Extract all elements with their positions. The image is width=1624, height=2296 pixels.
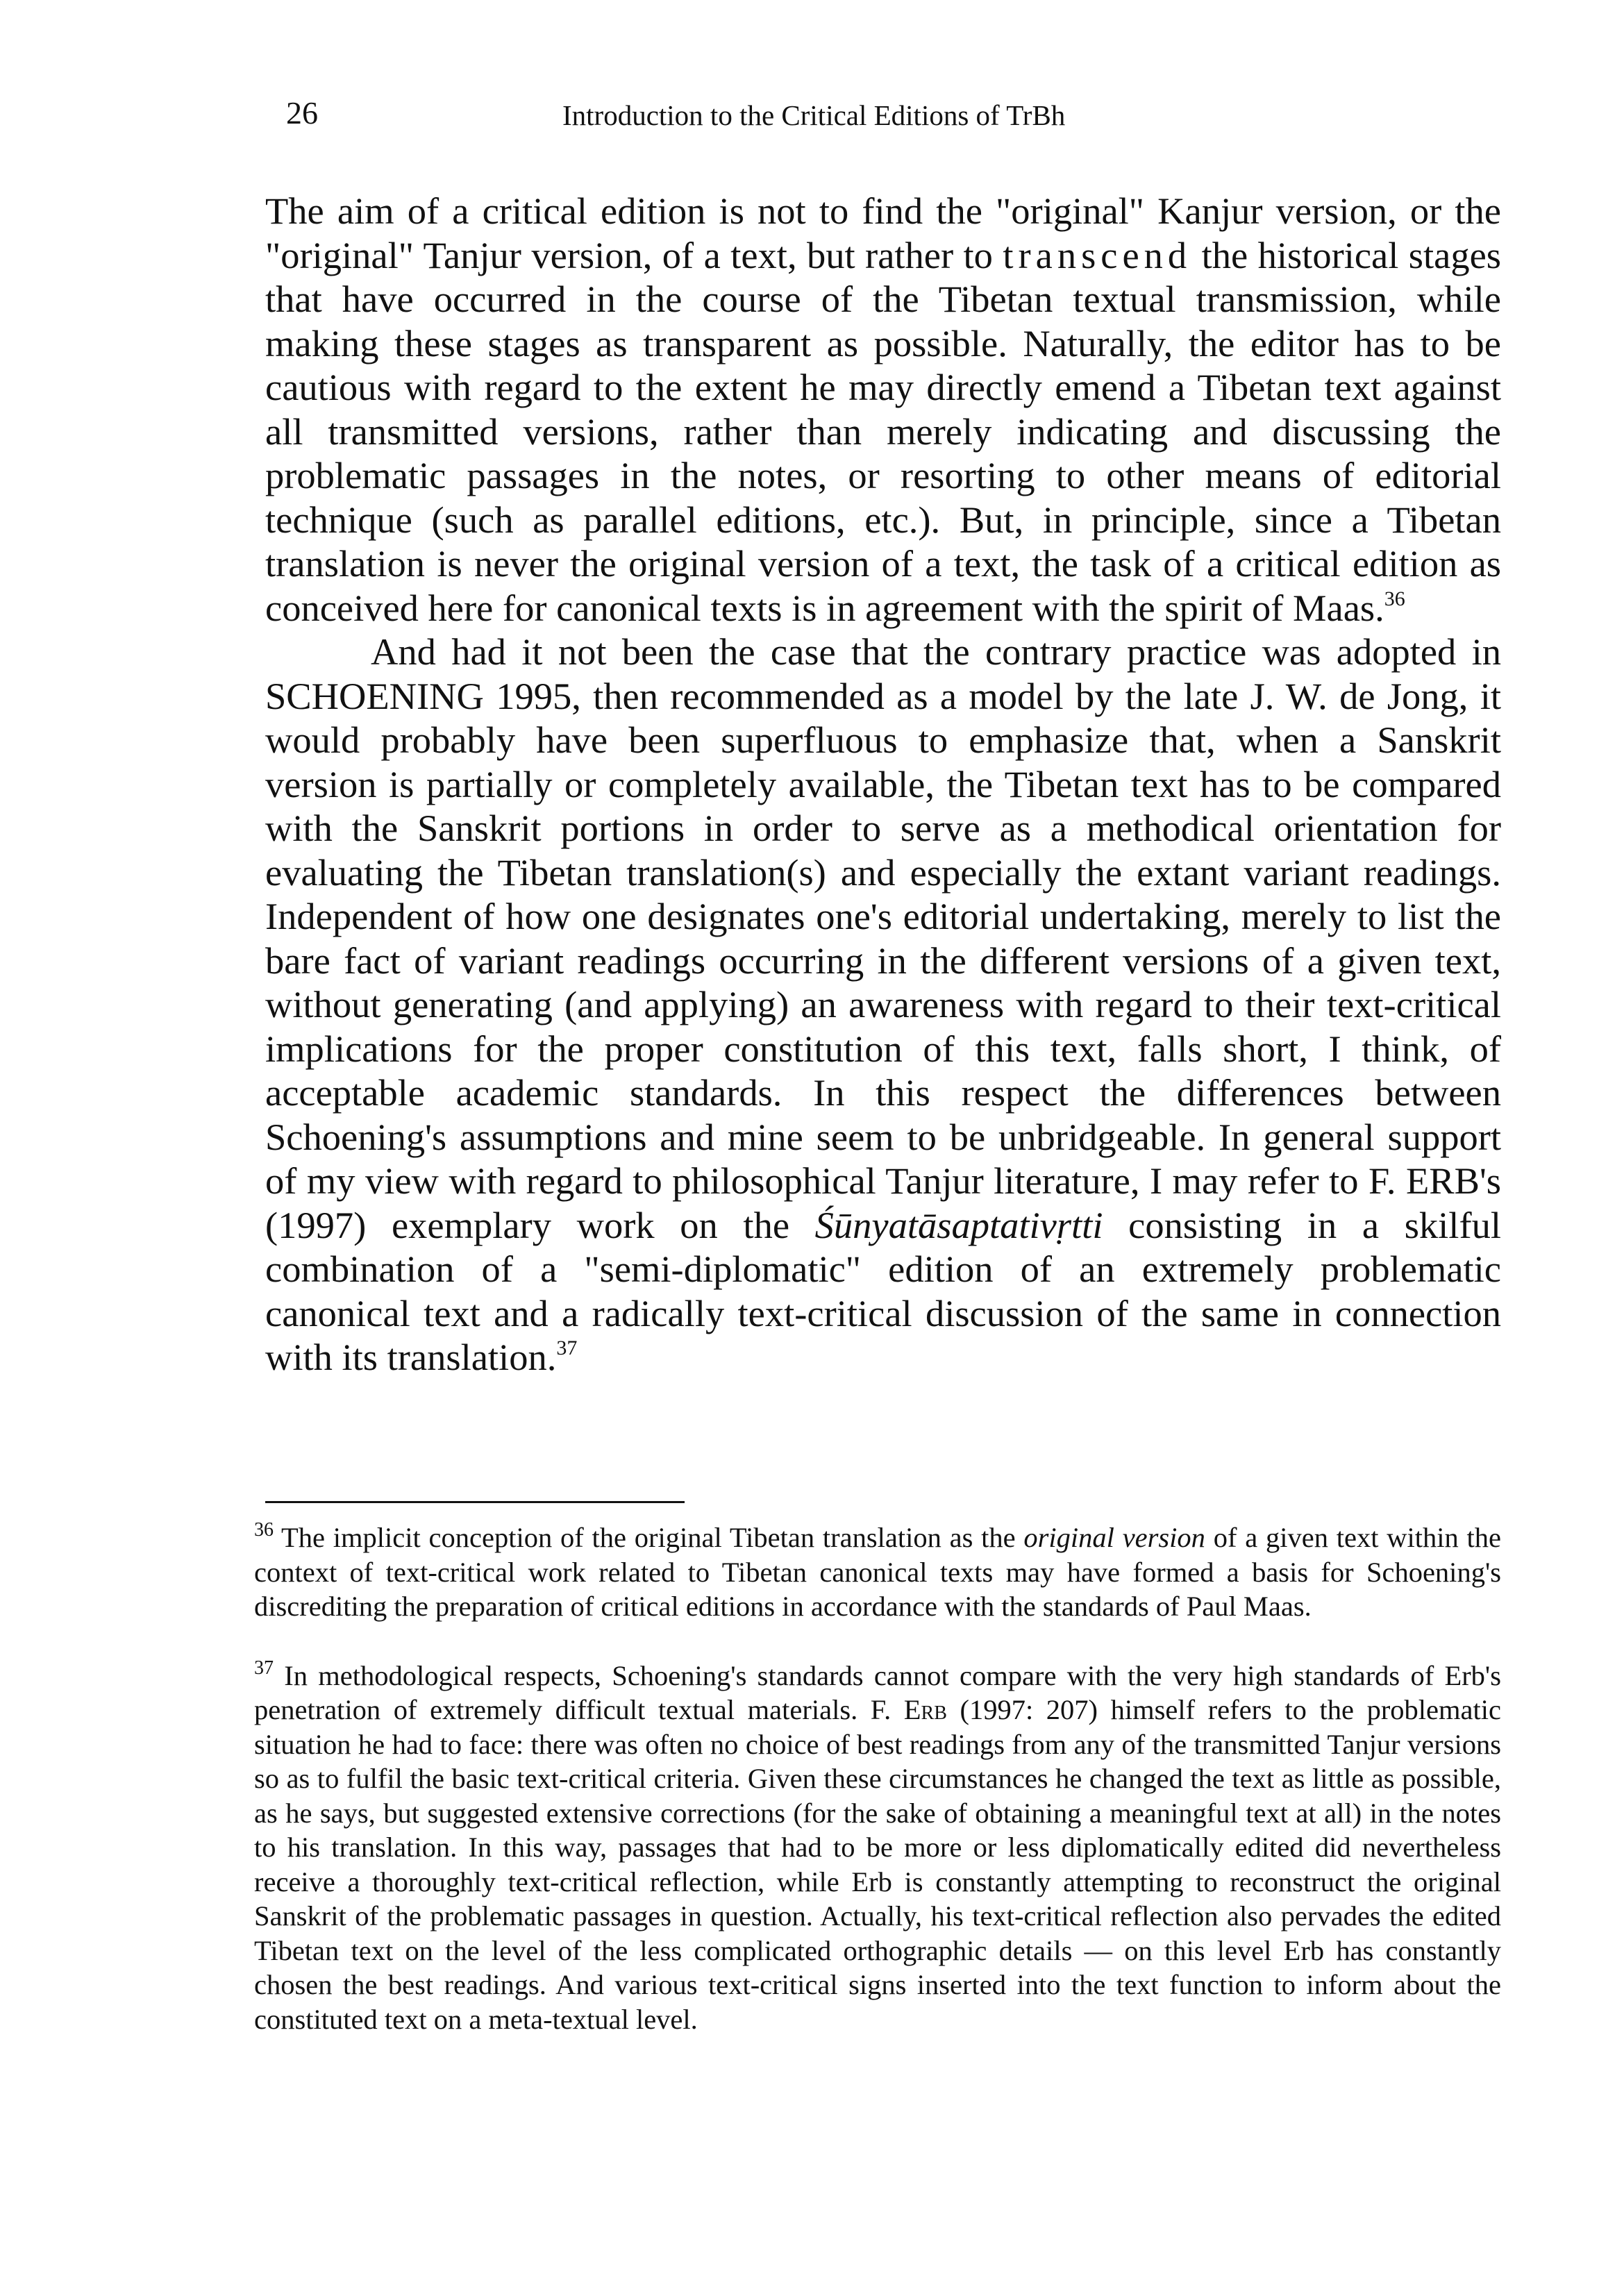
spaced-word: transcend <box>1003 233 1192 276</box>
footnote-text: In methodological respects, Schoening's standards cannot compare with the very high standards of Erb's penetration of extremely difficult textual materials. F. <box>254 1659 1501 1725</box>
footnote-text: of a given text within the context of text-critical work related to Tibetan canonical texts may have formed a basis for Schoening's discrediting the preparation of critical editions in accordance with the standards of Paul Maas. <box>254 1522 1502 1622</box>
paragraph-2-text-a: And had it not been the case that the contrary practice was adopted in SCHOENING 1995, then recommended as a model by the late J. W. de Jong, it would probably have been superfluous to emphasize that, when a Sanskrit version is partially or completely available, the Tibetan text has to be compared with the Sanskrit portions in order to serve as a methodical orientation for evaluating the Tibetan translation(s) and especially the extant variant readings. Independent of how one designates one's editorial undertaking, merely to list the bare fact of variant readings occurring in the different versions of a given text, without generating (and applying) an awareness with regard to their text-critical implications for the proper constitution of this text, falls short, I think, of acceptable academic standards. In this respect the differences between Schoening's assumptions and mine seem to be unbridgeable. In general support of my view with regard to philosophical Tanjur literature, I may refer to F. ERB's (1997) exemplary work on the <box>265 630 1501 1246</box>
paragraph-1-text-b: the historical stages that have occurred in the course of the Tibetan textual transmission, while making these stages as transparent as possible. Naturally, the editor has to be cautious with regard to the extent he may directly emend a Tibetan text against all transmitted versions, rather than merely indicating and discussing the problematic passages in the notes, or resorting to other means of editorial technique (such as parallel editions, etc.). But, in principle, since a Tibetan translation is never the original version of a text, the task of a critical edition as conceived here for canonical texts is in agreement with the spirit of Maas. <box>265 233 1501 629</box>
running-head: Introduction to the Critical Editions of TrBh <box>562 99 1066 131</box>
footnote-italic: original version <box>1023 1522 1205 1553</box>
footnote-number: 36 <box>254 1519 274 1541</box>
footnote-37 <box>254 1659 1501 2037</box>
paragraph-1-text-a: The aim of a critical edition is not to find the "original" Kanjur version, or the "original" Tanjur version, of a text, but rather to <box>265 190 1501 276</box>
author-name: Erb <box>903 1694 947 1725</box>
page-number: 26 <box>286 95 318 131</box>
footnote-number: 37 <box>254 1657 274 1679</box>
main-text <box>265 189 1501 1380</box>
footnote-ref-36: 36 <box>1384 587 1405 610</box>
footnote-ref-37: 37 <box>556 1336 578 1359</box>
footnote-separator <box>265 1501 685 1503</box>
footnote-text: (1997: 207) himself refers to the problematic situation he had to face: there was often no choice of best readings from any of the transmitted Tanjur versions so as to fulfil the basic text-critical criteria. Given these circumstances he changed the text as little as possible, as he says, but suggested extensive corrections (for the sake of obtaining a meaningful text at all) in the notes to his translation. In this way, passages that had to be more or less diplomatically edited did nevertheless receive a thoroughly text-critical reflection, while Erb is constantly attempting to reconstruct the original Sanskrit of the problematic passages in question. Actually, his text-critical reflection also pervades the edited Tibetan text on the level of the less complicated orthographic details — on this level Erb has constantly chosen the best readings. And various text-critical signs inserted into the text function to inform about the constituted text on a meta-textual level. <box>254 1694 1501 2035</box>
footnote-text: The implicit conception of the original Tibetan translation as the <box>274 1522 1024 1553</box>
work-title: Śūnyatāsaptativṛtti <box>814 1203 1103 1246</box>
footnote-36 <box>254 1520 1501 1624</box>
paragraph-1 <box>265 189 1501 630</box>
footnotes <box>254 1520 1501 2036</box>
paragraph-2 <box>265 630 1501 1380</box>
paragraph-2-text-b: consisting in a skilful combination of a "semi-diplomatic" edition of an extremely problematic canonical text and a radically text-critical discussion of the same in connection with its translation. <box>265 1203 1501 1378</box>
